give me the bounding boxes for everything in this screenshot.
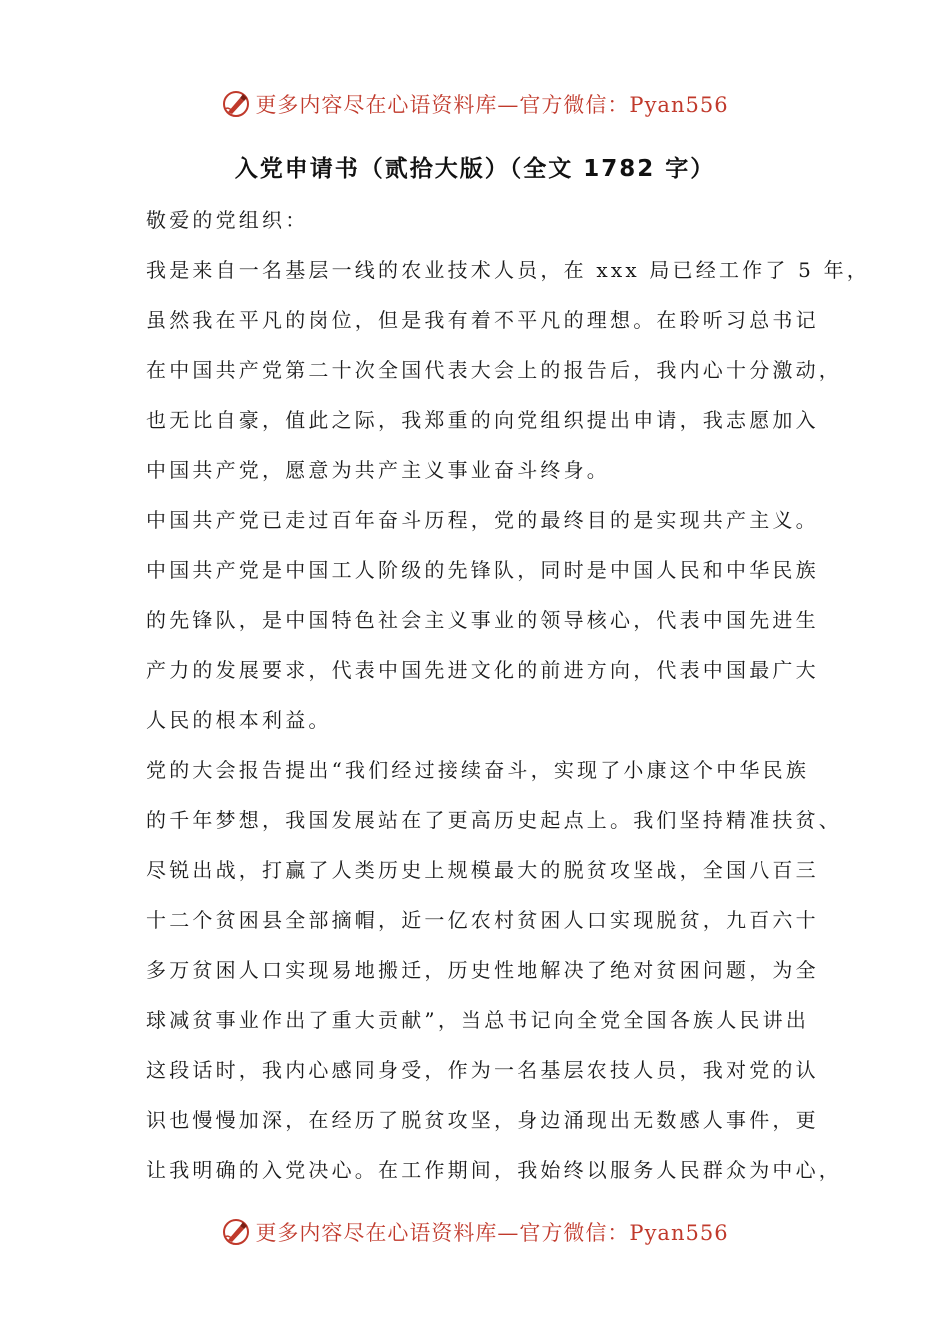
paragraph-line: 这段话时，我内心感同身受，作为一名基层农技人员，我对党的认 xyxy=(146,1058,819,1082)
paragraph-line: 虽然我在平凡的岗位，但是我有着不平凡的理想。在聆听习总书记 xyxy=(146,308,819,332)
watermark-text: 更多内容尽在心语资料库—官方微信：Pyan556 xyxy=(255,1221,729,1245)
paragraph-line: 党的大会报告提出“我们经过接续奋斗，实现了小康这个中华民族 xyxy=(146,758,810,782)
paragraph-line: 也无比自豪，值此之际，我郑重的向党组织提出申请，我志愿加入 xyxy=(146,408,819,432)
paragraph-line: 十二个贫困县全部摘帽，近一亿农村贫困人口实现脱贫，九百六十 xyxy=(146,908,819,932)
paragraph-line: 让我明确的入党决心。在工作期间，我始终以服务人民群众为中心， xyxy=(146,1158,842,1182)
paragraph-line: 识也慢慢加深，在经历了脱贫攻坚，身边涌现出无数感人事件，更 xyxy=(146,1108,819,1132)
paragraph-line: 的千年梦想，我国发展站在了更高历史起点上。我们坚持精准扶贫、 xyxy=(146,808,842,832)
footer-watermark xyxy=(0,1212,950,1252)
pen-nib-logo-icon xyxy=(221,89,251,119)
paragraph-line: 中国共产党已走过百年奋斗历程，党的最终目的是实现共产主义。 xyxy=(146,508,819,532)
document-title: 入党申请书（贰拾大版）（全文 1782 字） xyxy=(234,156,716,182)
paragraph-line: 尽锐出战，打赢了人类历史上规模最大的脱贫攻坚战，全国八百三 xyxy=(146,858,819,882)
paragraph-line: 产力的发展要求，代表中国先进文化的前进方向，代表中国最广大 xyxy=(146,658,819,682)
paragraph-line: 多万贫困人口实现易地搬迁，历史性地解决了绝对贫困问题，为全 xyxy=(146,958,819,982)
document-body xyxy=(146,195,870,1195)
paragraph-line: 我是来自一名基层一线的农业技术人员，在 xxx 局已经工作了 5 年， xyxy=(146,258,870,282)
paragraph-line: 中国共产党是中国工人阶级的先锋队，同时是中国人民和中华民族 xyxy=(146,558,819,582)
paragraph-line: 的先锋队，是中国特色社会主义事业的领导核心，代表中国先进生 xyxy=(146,608,819,632)
paragraph-line: 在中国共产党第二十次全国代表大会上的报告后，我内心十分激动， xyxy=(146,358,842,382)
paragraph-line: 人民的根本利益。 xyxy=(146,708,332,732)
watermark-text: 更多内容尽在心语资料库—官方微信：Pyan556 xyxy=(255,93,729,117)
pen-nib-logo-icon xyxy=(221,1217,251,1247)
salutation: 敬爱的党组织： xyxy=(146,208,309,232)
header-watermark xyxy=(0,84,950,124)
paragraph-line: 中国共产党，愿意为共产主义事业奋斗终身。 xyxy=(146,458,610,482)
paragraph-line: 球减贫事业作出了重大贡献”，当总书记向全党全国各族人民讲出 xyxy=(146,1008,810,1032)
